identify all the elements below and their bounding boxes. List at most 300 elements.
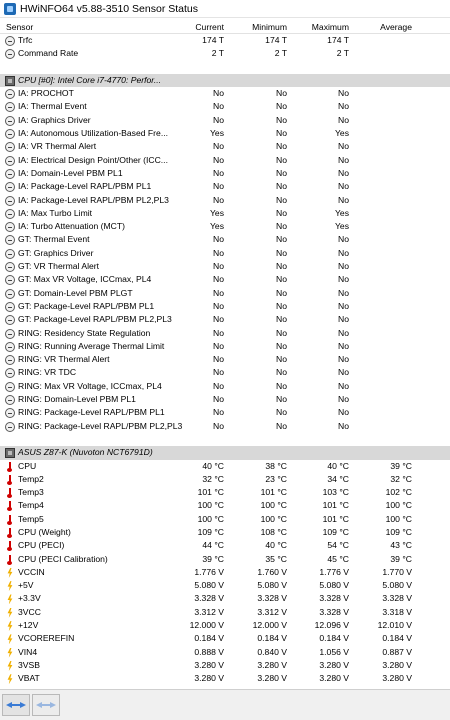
circle-icon [5, 235, 15, 245]
sensor-minimum-value: No [276, 234, 287, 245]
sensor-maximum-value: No [338, 340, 349, 351]
sensor-minimum-value: No [276, 167, 287, 178]
sensor-name: VCOREREFIN [18, 633, 75, 644]
sensor-minimum-value: No [276, 114, 287, 125]
circle-icon [5, 36, 15, 46]
sensor-current-value: 44 °C [202, 540, 224, 551]
sensor-maximum-value: Yes [334, 128, 349, 139]
sensor-maximum-value: No [338, 234, 349, 245]
sensor-maximum-value: 12.096 V [314, 620, 349, 631]
sensor-current-value: No [213, 394, 224, 405]
sensor-minimum-value: 12.000 V [252, 620, 287, 631]
circle-icon [5, 395, 15, 405]
sensor-current-value: Yes [209, 221, 224, 232]
sensor-name: RING: VR TDC [18, 367, 77, 378]
sensor-current-value: No [213, 167, 224, 178]
sensor-maximum-value: 3.280 V [319, 673, 349, 684]
sensor-average-value: 3.318 V [382, 606, 412, 617]
sensor-current-value: No [213, 141, 224, 152]
sensor-minimum-value: No [276, 420, 287, 431]
sensor-name: IA: Thermal Event [18, 101, 87, 112]
sensor-minimum-value: No [276, 181, 287, 192]
sensor-average-value: 5.080 V [382, 580, 412, 591]
sensor-average-value: 0.184 V [382, 633, 412, 644]
sensor-minimum-value: No [276, 221, 287, 232]
sensor-navigation-button-alt[interactable] [32, 694, 60, 716]
sensor-row[interactable] [0, 273, 450, 286]
sensor-average-value: 1.770 V [382, 566, 412, 577]
sensor-row[interactable] [0, 260, 450, 273]
sensor-minimum-value: No [276, 327, 287, 338]
sensor-row[interactable] [0, 486, 450, 499]
circle-icon [5, 289, 15, 299]
sensor-row[interactable] [0, 526, 450, 539]
sensor-row[interactable] [0, 127, 450, 140]
thermometer-icon [5, 462, 15, 472]
sensor-current-value: 32 °C [202, 473, 224, 484]
sensor-maximum-value: 3.280 V [319, 659, 349, 670]
sensor-row[interactable] [0, 167, 450, 180]
sensor-minimum-value: 3.328 V [257, 593, 287, 604]
sensor-current-value: 101 °C [197, 487, 224, 498]
sensor-maximum-value: 103 °C [322, 487, 349, 498]
sensor-maximum-value: No [338, 114, 349, 125]
sensor-average-value: 3.280 V [382, 673, 412, 684]
circle-icon [5, 315, 15, 325]
sensor-name: RING: Package-Level RAPL/PBM PL1 [18, 407, 165, 418]
sensor-average-value: 43 °C [390, 540, 412, 551]
sensor-maximum-value: 109 °C [322, 526, 349, 537]
sensor-minimum-value: 100 °C [260, 513, 287, 524]
sensor-row[interactable] [0, 194, 450, 207]
sensor-current-value: 174 T [202, 35, 224, 45]
sensor-current-value: No [213, 420, 224, 431]
sensor-current-value: No [213, 314, 224, 325]
sensor-maximum-value: 101 °C [322, 513, 349, 524]
sensor-minimum-value: No [276, 261, 287, 272]
sensor-current-value: No [213, 261, 224, 272]
sensor-current-value: No [213, 114, 224, 125]
sensor-name: CPU (PECI) [18, 540, 65, 551]
sensor-row[interactable] [0, 579, 450, 592]
left-right-arrows-icon [6, 699, 26, 711]
sensor-name: GT: Package-Level RAPL/PBM PL2,PL3 [18, 314, 172, 325]
sensor-minimum-value: 23 °C [265, 473, 287, 484]
sensor-name: GT: Graphics Driver [18, 247, 94, 258]
thermometer-icon [5, 475, 15, 485]
sensor-current-value: 1.776 V [194, 566, 224, 577]
sensor-minimum-value: No [276, 394, 287, 405]
sensor-name: IA: Graphics Driver [18, 114, 91, 125]
sensor-name: IA: Turbo Attenuation (MCT) [18, 221, 125, 232]
sensor-list[interactable] [0, 34, 450, 686]
sensor-current-value: No [213, 181, 224, 192]
sensor-name: GT: Max VR Voltage, ICCmax, PL4 [18, 274, 152, 285]
sensor-maximum-value: No [338, 154, 349, 165]
sensor-row[interactable] [0, 207, 450, 220]
voltage-icon [5, 594, 15, 604]
sensor-maximum-value: No [338, 88, 349, 99]
cpu-group-header[interactable] [0, 74, 450, 87]
sensor-row[interactable] [0, 380, 450, 393]
sensor-row[interactable] [0, 539, 450, 552]
sensor-minimum-value: 101 °C [260, 487, 287, 498]
chip-icon [5, 76, 15, 86]
sensor-maximum-value: No [338, 420, 349, 431]
voltage-icon [5, 568, 15, 578]
sensor-name: RING: Domain-Level PBM PL1 [18, 394, 136, 405]
sensor-current-value: No [213, 234, 224, 245]
sensor-maximum-value: 2 T [336, 48, 349, 59]
sensor-name: IA: Autonomous Utilization-Based Fre... [18, 128, 168, 139]
sensor-name: GT: VR Thermal Alert [18, 261, 100, 272]
sensor-minimum-value: 3.280 V [257, 659, 287, 670]
column-sensor[interactable]: Sensor [6, 21, 34, 32]
sensor-maximum-value: 3.328 V [319, 593, 349, 604]
sensor-current-value: No [213, 340, 224, 351]
sensor-name: RING: Package-Level RAPL/PBM PL2,PL3 [18, 420, 183, 431]
sensor-minimum-value: No [276, 207, 287, 218]
group-title: ASUS Z87-K (Nuvoton NCT6791D) [18, 447, 153, 458]
column-minimum[interactable]: Minimum [252, 21, 287, 32]
sensor-name: CPU [18, 460, 37, 471]
sensor-row[interactable] [0, 672, 450, 685]
sensor-minimum-value: No [276, 88, 287, 99]
circle-icon [5, 382, 15, 392]
thermometer-icon [5, 515, 15, 525]
sensor-row[interactable] [0, 619, 450, 632]
sensor-current-value: 3.328 V [194, 593, 224, 604]
sensor-row[interactable] [0, 87, 450, 100]
sensor-current-value: 12.000 V [189, 620, 224, 631]
sensor-row[interactable] [0, 406, 450, 419]
sensor-current-value: Yes [209, 207, 224, 218]
sensor-row[interactable] [0, 513, 450, 526]
sensor-average-value: 100 °C [385, 500, 412, 511]
sensor-row[interactable] [0, 114, 450, 127]
circle-icon [5, 422, 15, 432]
sensor-maximum-value: No [338, 367, 349, 378]
sensor-minimum-value: No [276, 101, 287, 112]
sensor-name: IA: PROCHOT [18, 88, 74, 99]
sensor-minimum-value: 0.184 V [257, 633, 287, 644]
sensor-minimum-value: 2 T [274, 48, 287, 59]
sensor-maximum-value: No [338, 141, 349, 152]
thermometer-icon [5, 501, 15, 511]
circle-icon [5, 209, 15, 219]
sensor-current-value: 3.280 V [194, 659, 224, 670]
sensor-minimum-value: 174 T [265, 35, 287, 45]
sensor-row[interactable] [0, 460, 450, 473]
sensor-name: RING: Running Average Thermal Limit [18, 340, 165, 351]
sensor-navigation-button[interactable] [2, 694, 30, 716]
sensor-minimum-value: No [276, 367, 287, 378]
sensor-minimum-value: 5.080 V [257, 580, 287, 591]
sensor-row[interactable] [0, 566, 450, 579]
circle-icon [5, 156, 15, 166]
sensor-row[interactable] [0, 646, 450, 659]
left-right-arrows-icon [36, 699, 56, 711]
voltage-icon [5, 661, 15, 671]
sensor-current-value: No [213, 300, 224, 311]
sensor-maximum-value: No [338, 247, 349, 258]
sensor-name: GT: Package-Level RAPL/PBM PL1 [18, 300, 155, 311]
sensor-row[interactable] [0, 659, 450, 672]
column-current[interactable]: Current [195, 21, 224, 32]
sensor-name: Temp2 [18, 473, 44, 484]
voltage-icon [5, 581, 15, 591]
circle-icon [5, 182, 15, 192]
sensor-average-value: 32 °C [390, 473, 412, 484]
circle-icon [5, 355, 15, 365]
sensor-name: IA: Electrical Design Point/Other (ICC... [18, 154, 168, 165]
group-separator [0, 61, 450, 74]
column-maximum[interactable]: Maximum [311, 21, 349, 32]
sensor-row[interactable] [0, 34, 450, 47]
sensor-name: VIN4 [18, 646, 38, 657]
sensor-current-value: No [213, 247, 224, 258]
sensor-minimum-value: No [276, 300, 287, 311]
sensor-current-value: No [213, 407, 224, 418]
thermometer-icon [5, 488, 15, 498]
sensor-maximum-value: No [338, 380, 349, 391]
sensor-row[interactable] [0, 340, 450, 353]
sensor-name: IA: Package-Level RAPL/PBM PL2,PL3 [18, 194, 169, 205]
sensor-maximum-value: 5.080 V [319, 580, 349, 591]
sensor-minimum-value: No [276, 274, 287, 285]
sensor-minimum-value: No [276, 380, 287, 391]
sensor-name: +5V [18, 580, 34, 591]
sensor-current-value: 40 °C [202, 460, 224, 471]
column-header [0, 20, 450, 34]
sensor-maximum-value: 45 °C [327, 553, 349, 564]
voltage-icon [5, 634, 15, 644]
sensor-current-value: No [213, 327, 224, 338]
sensor-row[interactable] [0, 327, 450, 340]
sensor-name: GT: Domain-Level PBM PLGT [18, 287, 133, 298]
sensor-minimum-value: 3.280 V [257, 673, 287, 684]
sensor-row[interactable] [0, 287, 450, 300]
hwinfo-app-icon [4, 3, 16, 15]
sensor-current-value: No [213, 380, 224, 391]
sensor-name: +12V [18, 620, 39, 631]
sensor-row[interactable] [0, 140, 450, 153]
sensor-row[interactable] [0, 473, 450, 486]
sensor-row[interactable] [0, 100, 450, 113]
sensor-maximum-value: 174 T [327, 35, 349, 45]
voltage-icon [5, 674, 15, 684]
sensor-current-value: No [213, 194, 224, 205]
sensor-name: 3VSB [18, 659, 40, 670]
sensor-average-value: 100 °C [385, 513, 412, 524]
voltage-icon [5, 608, 15, 618]
sensor-minimum-value: 3.312 V [257, 606, 287, 617]
circle-icon [5, 275, 15, 285]
sensor-current-value: 39 °C [202, 553, 224, 564]
sensor-name: Temp5 [18, 513, 44, 524]
sensor-current-value: No [213, 287, 224, 298]
thermometer-icon [5, 541, 15, 551]
sensor-minimum-value: 1.760 V [257, 566, 287, 577]
sensor-row[interactable] [0, 313, 450, 326]
thermometer-icon [5, 555, 15, 565]
sensor-maximum-value: Yes [334, 207, 349, 218]
sensor-row[interactable] [0, 499, 450, 512]
column-average[interactable]: Average [380, 21, 412, 32]
sensor-row[interactable] [0, 592, 450, 605]
sensor-current-value: No [213, 367, 224, 378]
sensor-maximum-value: No [338, 181, 349, 192]
sensor-current-value: No [213, 154, 224, 165]
sensor-maximum-value: No [338, 327, 349, 338]
circle-icon [5, 142, 15, 152]
group-separator [0, 433, 450, 446]
sensor-maximum-value: No [338, 354, 349, 365]
sensor-name: VCCIN [18, 566, 45, 577]
sensor-current-value: No [213, 274, 224, 285]
sensor-maximum-value: 3.328 V [319, 606, 349, 617]
sensor-maximum-value: Yes [334, 221, 349, 232]
sensor-current-value: 100 °C [197, 513, 224, 524]
sensor-name: VBAT [18, 673, 40, 684]
sensor-minimum-value: 38 °C [265, 460, 287, 471]
sensor-minimum-value: No [276, 128, 287, 139]
sensor-row[interactable] [0, 420, 450, 433]
sensor-minimum-value: 100 °C [260, 500, 287, 511]
sensor-minimum-value: No [276, 407, 287, 418]
sensor-average-value: 3.328 V [382, 593, 412, 604]
sensor-average-value: 0.887 V [382, 646, 412, 657]
sensor-name: CPU (Weight) [18, 526, 71, 537]
circle-icon [5, 169, 15, 179]
sensor-maximum-value: No [338, 407, 349, 418]
circle-icon [5, 196, 15, 206]
sensor-row[interactable] [0, 606, 450, 619]
motherboard-group-header[interactable] [0, 446, 450, 459]
sensor-minimum-value: No [276, 154, 287, 165]
circle-icon [5, 302, 15, 312]
sensor-maximum-value: 1.056 V [319, 646, 349, 657]
sensor-current-value: 109 °C [197, 526, 224, 537]
sensor-average-value: 102 °C [385, 487, 412, 498]
sensor-current-value: 0.888 V [194, 646, 224, 657]
sensor-maximum-value: No [338, 300, 349, 311]
sensor-row[interactable] [0, 154, 450, 167]
sensor-minimum-value: No [276, 287, 287, 298]
sensor-name: +3.3V [18, 593, 41, 604]
sensor-current-value: 100 °C [197, 500, 224, 511]
sensor-average-value: 39 °C [390, 460, 412, 471]
circle-icon [5, 329, 15, 339]
circle-icon [5, 222, 15, 232]
sensor-row[interactable] [0, 632, 450, 645]
sensor-name: Temp3 [18, 487, 44, 498]
sensor-row[interactable] [0, 247, 450, 260]
circle-icon [5, 49, 15, 59]
sensor-average-value: 12.010 V [377, 620, 412, 631]
sensor-row[interactable] [0, 366, 450, 379]
circle-icon [5, 102, 15, 112]
sensor-minimum-value: No [276, 340, 287, 351]
sensor-maximum-value: No [338, 287, 349, 298]
sensor-current-value: 3.280 V [194, 673, 224, 684]
circle-icon [5, 342, 15, 352]
sensor-minimum-value: 40 °C [265, 540, 287, 551]
sensor-current-value: No [213, 88, 224, 99]
sensor-name: IA: Max Turbo Limit [18, 207, 93, 218]
sensor-maximum-value: 101 °C [322, 500, 349, 511]
sensor-row[interactable] [0, 393, 450, 406]
sensor-maximum-value: No [338, 274, 349, 285]
sensor-current-value: No [213, 101, 224, 112]
circle-icon [5, 116, 15, 126]
sensor-maximum-value: 0.184 V [319, 633, 349, 644]
sensor-name: 3VCC [18, 606, 41, 617]
circle-icon [5, 408, 15, 418]
sensor-maximum-value: No [338, 394, 349, 405]
sensor-maximum-value: 54 °C [327, 540, 349, 551]
sensor-average-value: 3.280 V [382, 659, 412, 670]
sensor-maximum-value: No [338, 194, 349, 205]
sensor-name: Trfc [18, 35, 33, 45]
sensor-current-value: Yes [209, 128, 224, 139]
sensor-maximum-value: 40 °C [327, 460, 349, 471]
sensor-name: RING: Max VR Voltage, ICCmax, PL4 [18, 380, 162, 391]
chip-icon [5, 448, 15, 458]
sensor-minimum-value: No [276, 194, 287, 205]
circle-icon [5, 368, 15, 378]
sensor-average-value: 39 °C [390, 553, 412, 564]
sensor-row[interactable] [0, 553, 450, 566]
sensor-row[interactable] [0, 300, 450, 313]
sensor-maximum-value: No [338, 167, 349, 178]
sensor-name: Temp4 [18, 500, 44, 511]
sensor-row[interactable] [0, 180, 450, 193]
sensor-average-value: 109 °C [385, 526, 412, 537]
circle-icon [5, 129, 15, 139]
thermometer-icon [5, 528, 15, 538]
sensor-current-value: No [213, 354, 224, 365]
circle-icon [5, 249, 15, 259]
circle-icon [5, 262, 15, 272]
voltage-icon [5, 648, 15, 658]
sensor-maximum-value: 34 °C [327, 473, 349, 484]
sensor-minimum-value: No [276, 314, 287, 325]
sensor-row[interactable] [0, 220, 450, 233]
sensor-row[interactable] [0, 233, 450, 246]
group-title: CPU [#0]: Intel Core i7-4770: Perfor... [18, 74, 161, 85]
sensor-minimum-value: 0.840 V [257, 646, 287, 657]
sensor-minimum-value: No [276, 354, 287, 365]
sensor-minimum-value: 35 °C [265, 553, 287, 564]
sensor-minimum-value: No [276, 247, 287, 258]
sensor-name: Command Rate [18, 48, 79, 59]
voltage-icon [5, 621, 15, 631]
sensor-name: RING: VR Thermal Alert [18, 354, 110, 365]
sensor-current-value: 3.312 V [194, 606, 224, 617]
sensor-maximum-value: No [338, 314, 349, 325]
sensor-maximum-value: 1.776 V [319, 566, 349, 577]
circle-icon [5, 89, 15, 99]
title-bar [0, 0, 450, 18]
sensor-current-value: 2 T [211, 48, 224, 59]
sensor-row[interactable] [0, 47, 450, 60]
sensor-row[interactable] [0, 353, 450, 366]
sensor-current-value: 0.184 V [194, 633, 224, 644]
sensor-current-value: 5.080 V [194, 580, 224, 591]
sensor-name: IA: Package-Level RAPL/PBM PL1 [18, 181, 152, 192]
sensor-name: CPU (PECI Calibration) [18, 553, 108, 564]
